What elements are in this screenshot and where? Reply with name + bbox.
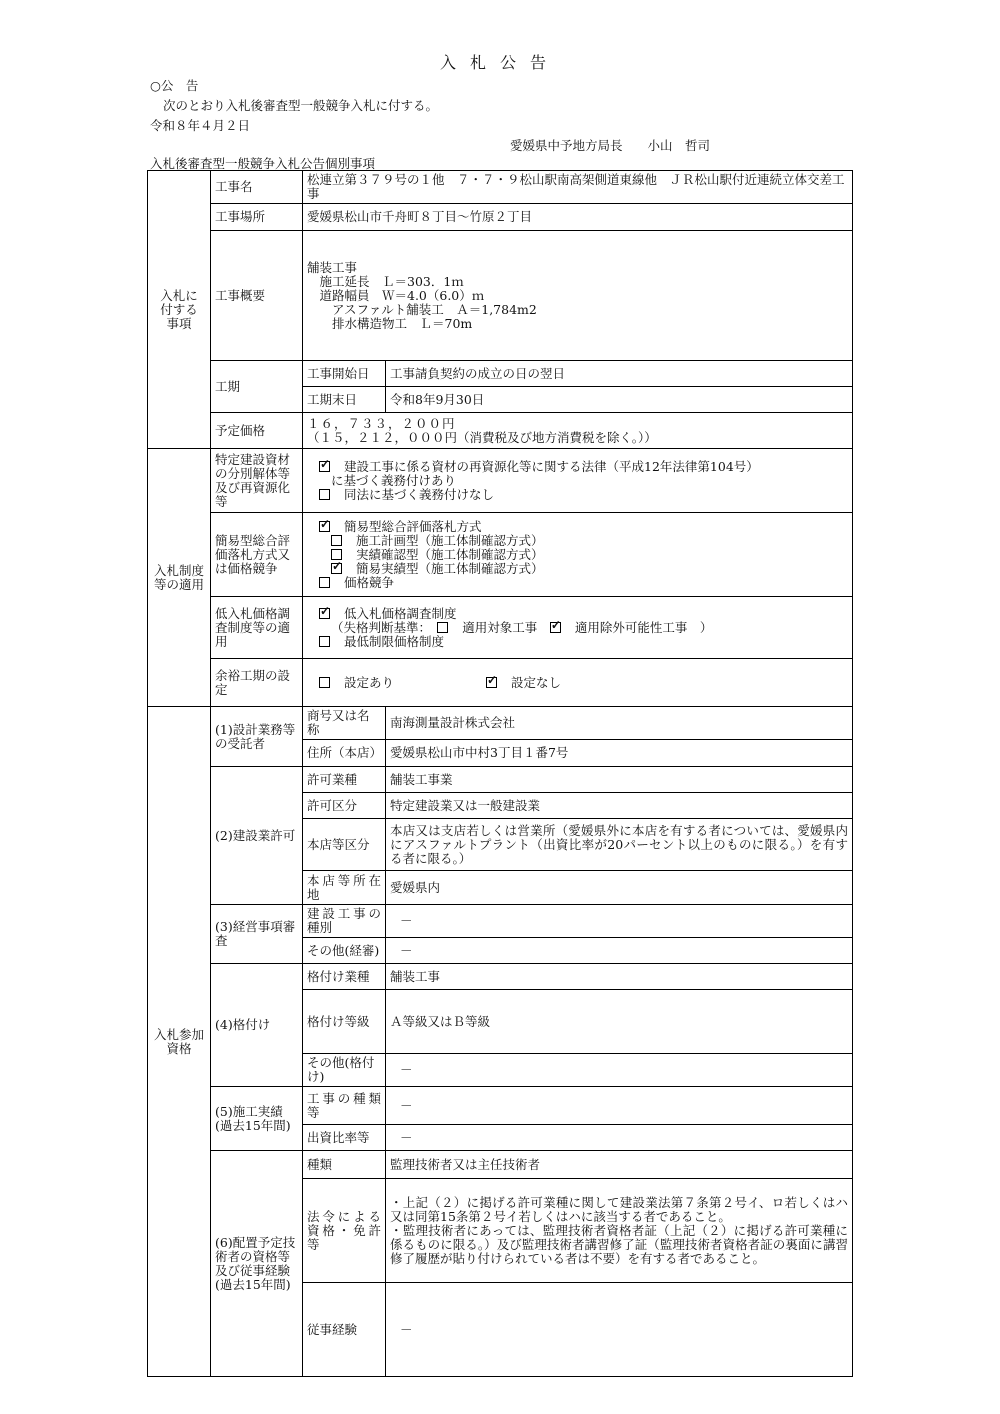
checkbox-icon[interactable] [319,461,330,472]
eval-label: 簡易型総合評価落札方式又は価格競争 [211,513,303,597]
checkbox-icon[interactable] [331,535,342,546]
review-other-value: － [386,938,853,964]
design-addr-value: 愛媛県松山市中村3丁目１番7号 [386,740,853,767]
intro-text: 次のとおり入札後審査型一般競争入札に付する。 [163,98,439,113]
license-label: (2)建設業許可 [211,767,303,905]
eval-options: ✓簡易型総合評価落札方式 施工計画型（施工体制確認方式） 実績確認型（施工体制確認方式） ✓簡易実績型（施工体制確認方式） 価格競争 [303,513,853,597]
work-overview-label: 工事概要 [211,231,303,361]
record-ratio-value: － [386,1125,853,1151]
staff-qual-value: ・上記（２）に掲げる許可業種に関して建設業法第７条第２号イ、ロ若しくはハ又は同第15条第２号イ若しくはハに該当する者であること。 ・監理技術者にあっては、監理技術者資格者証（上記（２）に掲げる許可業種に係るものに限る。）及び監理技術者講習修了証（監理技術者資格者証の裏面に講習修了履歴が貼り付けられている者は不要）を有する者であること。 [386,1179,853,1283]
review-other-label: その他(経審) [303,938,386,964]
low-bid-options: ✓低入札価格調査制度 （失格判断基準： 適用対象工事 ✓ 適用除外可能性工事 ） 最低制限価格制度 [303,597,853,659]
rank-type-label: 格付け業種 [303,964,386,990]
record-label: (5)施工実績 (過去15年間) [211,1087,303,1151]
rank-grade-label: 格付け等級 [303,990,386,1054]
checkbox-icon[interactable] [331,563,342,574]
license-type-label: 許可業種 [303,767,386,793]
start-label: 工事開始日 [303,361,386,387]
recycle-options: ✓建設工事に係る資材の再資源化等に関する法律（平成12年法律第104号） に基づく義務付けあり 同法に基づく義務付けなし [303,449,853,513]
rank-label: (4)格付け [211,964,303,1087]
staff-qual-label: 法令による資格・免許等 [303,1179,386,1283]
location-value: 愛媛県内 [386,871,853,905]
checkbox-icon[interactable] [437,622,448,633]
start-value: 工事請負契約の成立の日の翌日 [386,361,853,387]
review-kind-value: － [386,905,853,938]
design-name-label: 商号又は名称 [303,707,386,740]
section-system-label: 入札制度 等の適用 [148,449,211,707]
record-ratio-label: 出資比率等 [303,1125,386,1151]
section-qualification-label: 入札参加 資格 [148,707,211,1377]
staff-exp-value: － [386,1283,853,1377]
work-name-label: 工事名 [211,171,303,204]
issuer: 愛媛県中予地方局長 小山 哲司 [510,138,711,153]
notice-date: 令和８年４月２日 [150,118,251,133]
work-overview-value: 舗装工事 施工延長 Ｌ＝303．1ｍ 道路幅員 Ｗ＝4.0（6.0）ｍ アスファルト舗装工 Ａ＝1,784m2 排水構造物工 Ｌ＝70m [303,231,853,361]
checkbox-icon[interactable] [319,677,330,688]
location-label: 本店等所在地 [303,871,386,905]
price-label: 予定価格 [211,413,303,449]
review-kind-label: 建設工事の種別 [303,905,386,938]
rank-grade-value: Ａ等級又はＢ等級 [386,990,853,1054]
notice-label: ○公 告 [150,78,199,93]
record-kind-value: － [386,1087,853,1125]
page-title: 入札公告 [439,53,560,72]
work-place-label: 工事場所 [211,204,303,231]
branch-value: 本店又は支店若しくは営業所（愛媛県外に本店を有する者については、愛媛県内にアスファルトプラント（出資比率が20パーセント以上のものに限る。）を有する者に限る。） [386,819,853,871]
rank-other-label: その他(格付け) [303,1054,386,1087]
branch-label: 本店等区分 [303,819,386,871]
design-name-value: 南海測量設計株式会社 [386,707,853,740]
recycle-label: 特定建設資材の分別解体等及び再資源化等 [211,449,303,513]
record-kind-label: 工事の種類等 [303,1087,386,1125]
rank-type-value: 舗装工事 [386,964,853,990]
end-label: 工期末日 [303,387,386,413]
notice-table [147,170,853,1377]
rank-other-value: － [386,1054,853,1087]
work-place-value: 愛媛県松山市千舟町８丁目～竹原２丁目 [303,204,853,231]
checkbox-icon[interactable] [319,577,330,588]
checkbox-icon[interactable] [319,489,330,500]
period-label: 工期 [211,361,303,413]
checkbox-icon[interactable] [486,677,497,688]
price-value: １６，７３３，２００円 （１５，２１２，０００円（消費税及び地方消費税を除く。）） [303,413,853,449]
low-bid-label: 低入札価格調査制度等の適用 [211,597,303,659]
staff-exp-label: 従事経験 [303,1283,386,1377]
checkbox-icon[interactable] [550,622,561,633]
review-label: (3)経営事項審査 [211,905,303,964]
spare-period-label: 余裕工期の設定 [211,659,303,707]
work-name-value: 松連立第３７９号の１他 ７・７・９松山駅南高架側道東線他 ＪＲ松山駅付近連続立体交差工事 [303,171,853,204]
license-class-value: 特定建設業又は一般建設業 [386,793,853,819]
staff-kind-value: 監理技術者又は主任技術者 [386,1151,853,1179]
design-label: (1)設計業務等の受託者 [211,707,303,767]
spare-period-options: 設定あり ✓ 設定なし [303,659,853,707]
table-subtitle: 入札後審査型一般競争入札公告個別事項 [150,156,376,171]
end-value: 令和8年9月30日 [386,387,853,413]
checkbox-icon[interactable] [319,521,330,532]
staff-kind-label: 種類 [303,1151,386,1179]
license-type-value: 舗装工事業 [386,767,853,793]
design-addr-label: 住所（本店） [303,740,386,767]
section-bid-items-label: 入札に 付する 事項 [148,171,211,449]
checkbox-icon[interactable] [319,608,330,619]
checkbox-icon[interactable] [319,636,330,647]
license-class-label: 許可区分 [303,793,386,819]
staff-label: (6)配置予定技術者の資格等及び従事経験 (過去15年間) [211,1151,303,1377]
